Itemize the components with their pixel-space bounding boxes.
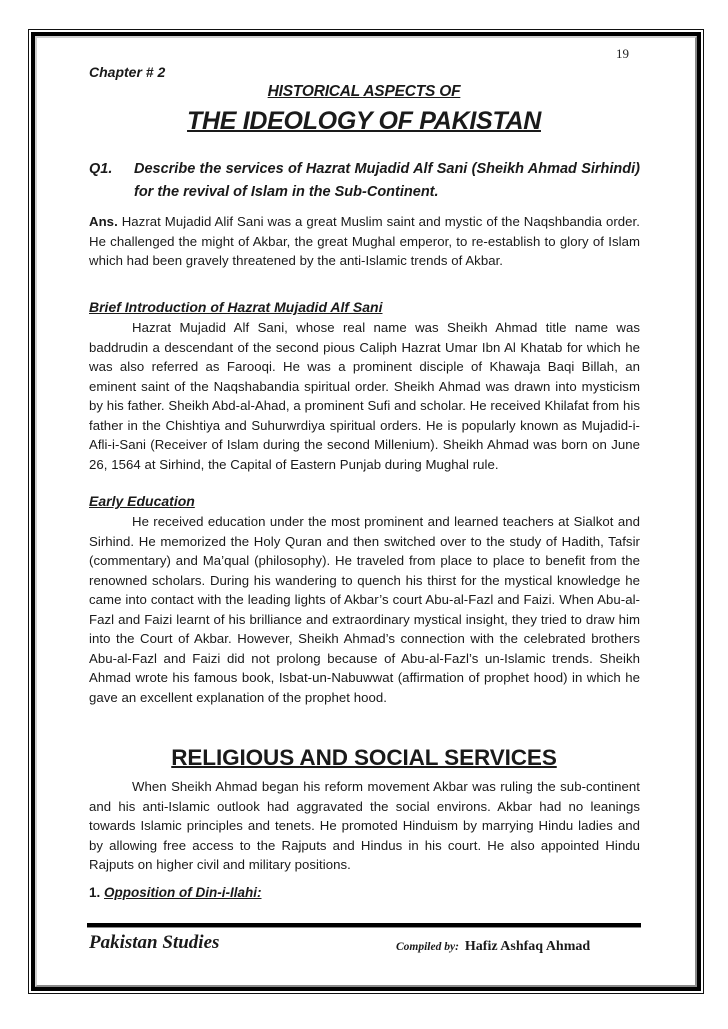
footer-subject: Pakistan Studies	[89, 932, 220, 953]
page-number: 19	[616, 46, 629, 61]
page-title: THE IDEOLOGY OF PAKISTAN	[187, 107, 541, 135]
footer-credit	[396, 937, 590, 955]
early-education-paragraph: He received education under the most prominent and learned teachers at Sialkot and Sirhind. He memorized the Holy Quran and then switched over to the study of Hadith, Tafsir (commentary) and Ma’qual (philosophy). He traveled from place to place to benefit from the renowned scholars. During his wandering to quench his thirst for the mystical knowledge he came into contact with the leading lights of Akbar’s court Abu-al-Fazl and Faizi. When Abu-al-Fazl and Faizi learnt of his brilliance and extraordinary mystical insight, they tried to draw him into the Court of Akbar. However, Sheikh Ahmad’s connection with the celebrated brothers Abu-al-Fazl and Faizi did not prolong because of Abu-al-Fazl’s un-Islamic trends. Sheikh Ahmad wrote his famous book, Isbat-un-Nabuwwat (affirmation of prophet hood) in which he gave an excellent explanation of the prophet hood.	[89, 514, 640, 705]
chapter-label: Chapter # 2	[89, 64, 166, 80]
compiled-by-label: Compiled by:	[396, 941, 459, 953]
title-line-1: HISTORICAL ASPECTS OF	[267, 83, 461, 100]
section-heading-religious-social-services: RELIGIOUS AND SOCIAL SERVICES	[171, 745, 557, 770]
item-number: 1.	[89, 885, 105, 900]
answer-paragraph	[89, 212, 640, 271]
compiler-name: Hafiz Ashfaq Ahmad	[464, 939, 591, 954]
item-title: Opposition of Din-i-Ilahi:	[104, 885, 262, 900]
footer-divider	[87, 923, 641, 928]
section-heading-early-education: Early Education	[89, 493, 195, 509]
question-block	[89, 158, 640, 204]
section-heading-brief-introduction: Brief Introduction of Hazrat Mujadid Alf Sani	[89, 299, 383, 315]
answer-text: Hazrat Mujadid Alif Sani was a great Muslim saint and mystic of the Naqshbandia order. He challenged the might of Akbar, the great Mughal emperor, to re-establish to glory of Islam which had been gravely threatened by the anti-Islamic trends of Akbar.	[89, 214, 640, 268]
question-number: Q1.	[89, 161, 113, 177]
numbered-heading-din-i-ilahi	[89, 885, 262, 900]
brief-introduction-paragraph: Hazrat Mujadid Alf Sani, whose real name was Sheikh Ahmad title name was baddrudin a descendant of the second pious Caliph Hazrat Umar Ibn Al Khatab for which he was also referred as Farooqi. He was a prominent disciple of Khawaja Baqi Billah, an eminent saint of the Naqshabandia spiritual order. Sheikh Ahmad was drawn into mysticism by his father. Sheikh Abd-al-Ahad, a prominent Sufi and scholar. He received Khilafat from his father in the Chishtiya and Suhurwrdiya spiritual orders. He is popularly known as Mujadid-i-Afli-i-Sani (Receiver of Islam during the second Millenium). Sheikh Ahmad was born on June 26, 1564 at Sirhind, the Capital of Eastern Punjab during Mughal rule.	[89, 320, 640, 472]
religious-services-paragraph: When Sheikh Ahmad began his reform movement Akbar was ruling the sub-continent and his anti-Islamic outlook had aggravated the social environs. Akbar had no leanings towards Islamic principles and tenets. He promoted Hinduism by marrying Hindu ladies and by allowing free access to the Rajputs and Hindus in his court. He also appointed Hindu Rajputs on higher civil and military positions.	[89, 779, 640, 872]
question-text: Describe the services of Hazrat Mujadid Alf Sani (Sheikh Ahmad Sirhindi) for the revival of Islam in the Sub-Continent.	[134, 161, 640, 200]
answer-label: Ans.	[89, 214, 118, 229]
